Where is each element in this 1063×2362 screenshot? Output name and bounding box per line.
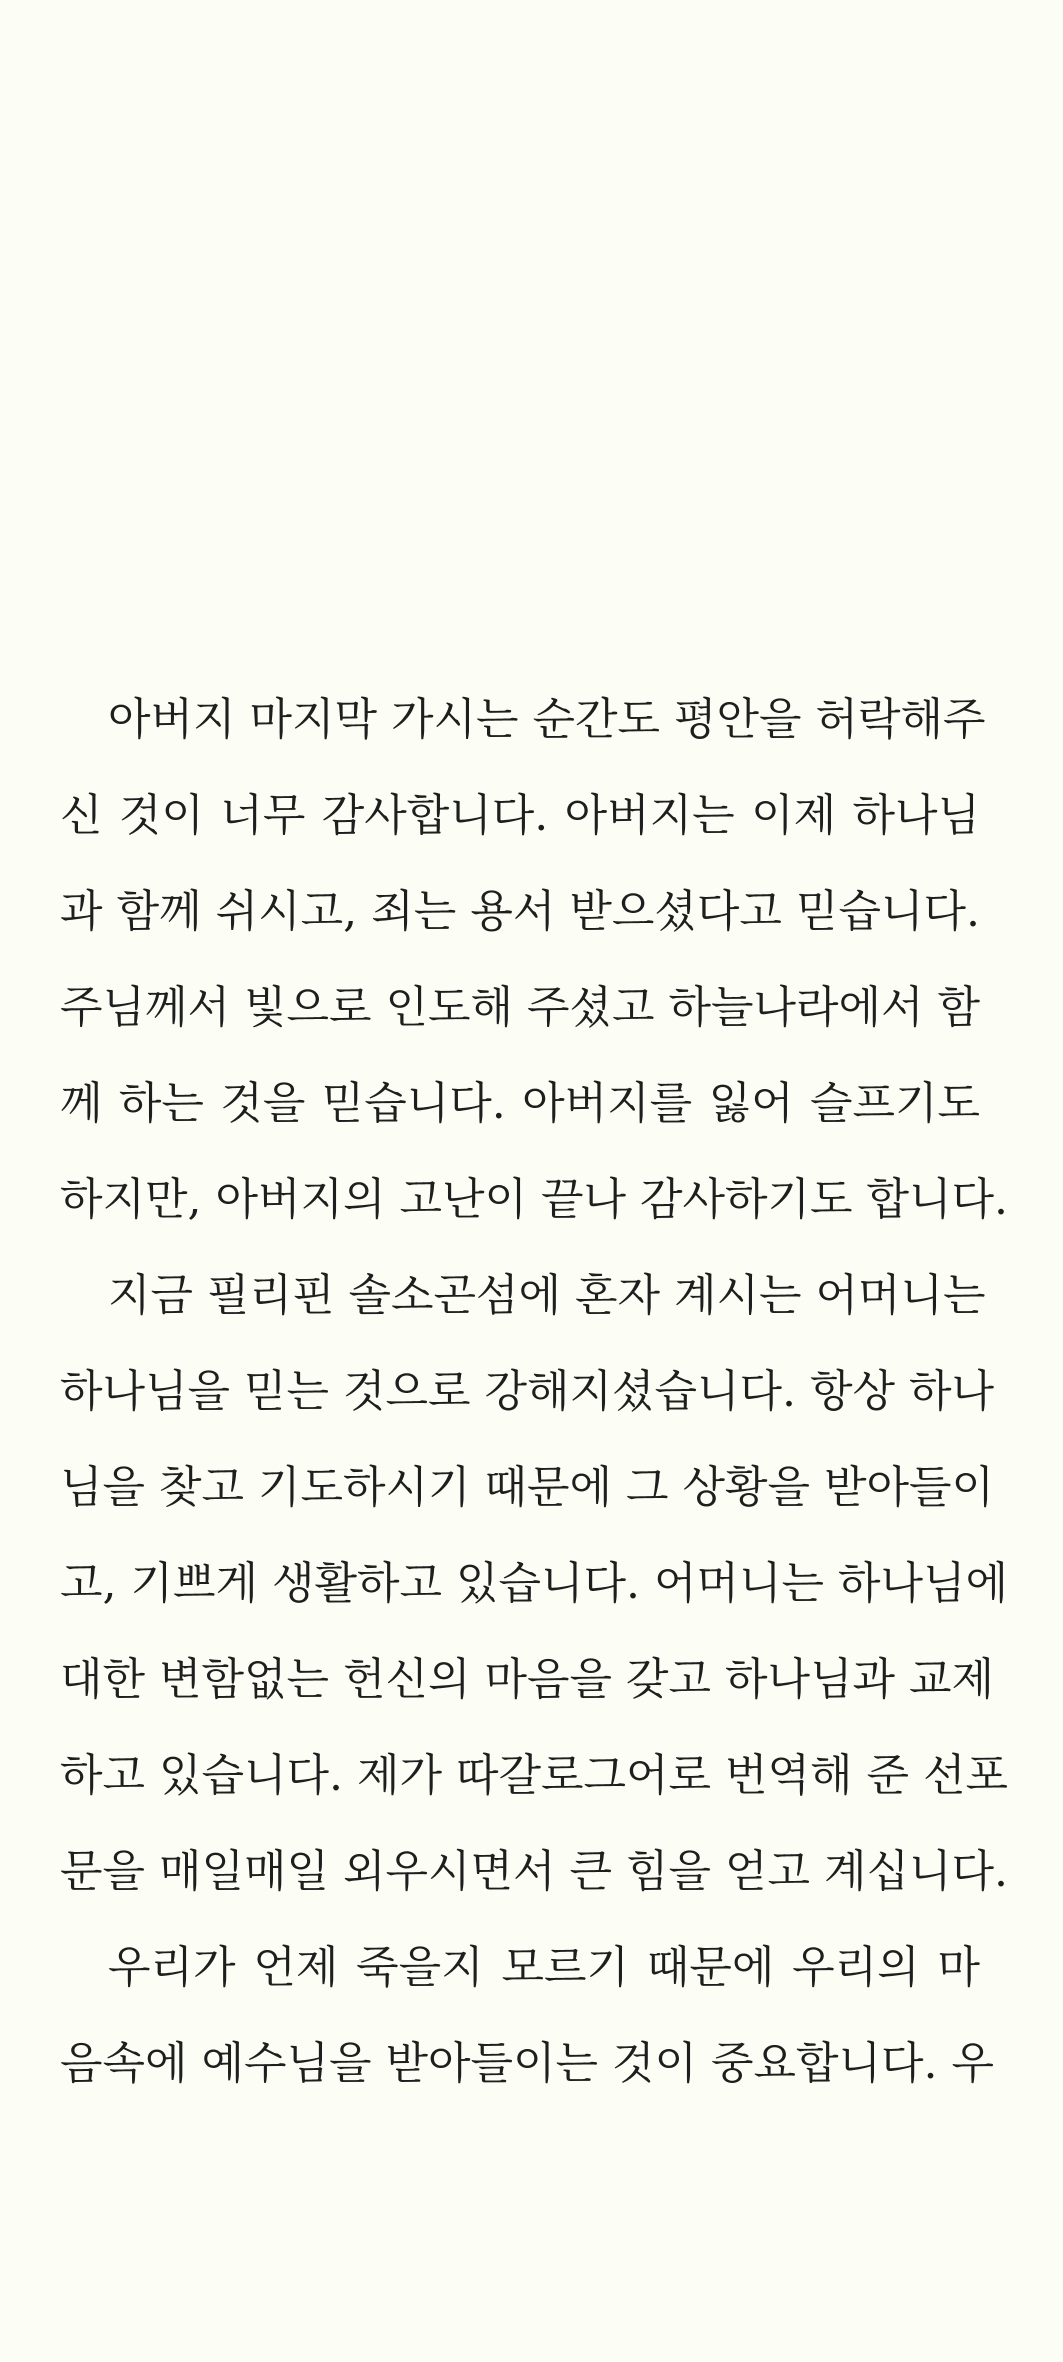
text-line: 아버지 마지막 가시는 순간도 평안을 허락해주	[108, 694, 986, 745]
text-line: 고, 기쁘게 생활하고 있습니다. 어머니는 하나님에	[60, 1558, 1008, 1609]
text-line: 하지만, 아버지의 고난이 끝나 감사하기도 합니다.	[60, 1174, 1008, 1225]
text-line: 과 함께 쉬시고, 죄는 용서 받으셨다고 믿습니다.	[60, 886, 980, 937]
text-line: 문을 매일매일 외우시면서 큰 힘을 얻고 계십니다.	[60, 1846, 1008, 1897]
text-line: 님을 찾고 기도하시기 때문에 그 상황을 받아들이	[60, 1462, 994, 1513]
body-text	[60, 672, 1008, 2112]
text-line: 하고 있습니다. 제가 따갈로그어로 번역해 준 선포	[60, 1750, 1008, 1801]
text-line: 대한 변함없는 헌신의 마음을 갖고 하나님과 교제	[60, 1654, 994, 1705]
text-line: 께 하는 것을 믿습니다. 아버지를 잃어 슬프기도	[60, 1078, 980, 1129]
text-line: 음속에 예수님을 받아들이는 것이 중요합니다. 우	[60, 2038, 994, 2089]
text-line: 우리가 언제 죽을지 모르기 때문에 우리의 마	[108, 1942, 980, 1993]
text-line: 하나님을 믿는 것으로 강해지셨습니다. 항상 하나	[60, 1366, 994, 1417]
text-line: 신 것이 너무 감사합니다. 아버지는 이제 하나님	[60, 790, 980, 841]
text-line: 주님께서 빛으로 인도해 주셨고 하늘나라에서 함	[60, 982, 981, 1033]
text-line: 지금 필리핀 솔소곤섬에 혼자 계시는 어머니는	[108, 1270, 986, 1321]
